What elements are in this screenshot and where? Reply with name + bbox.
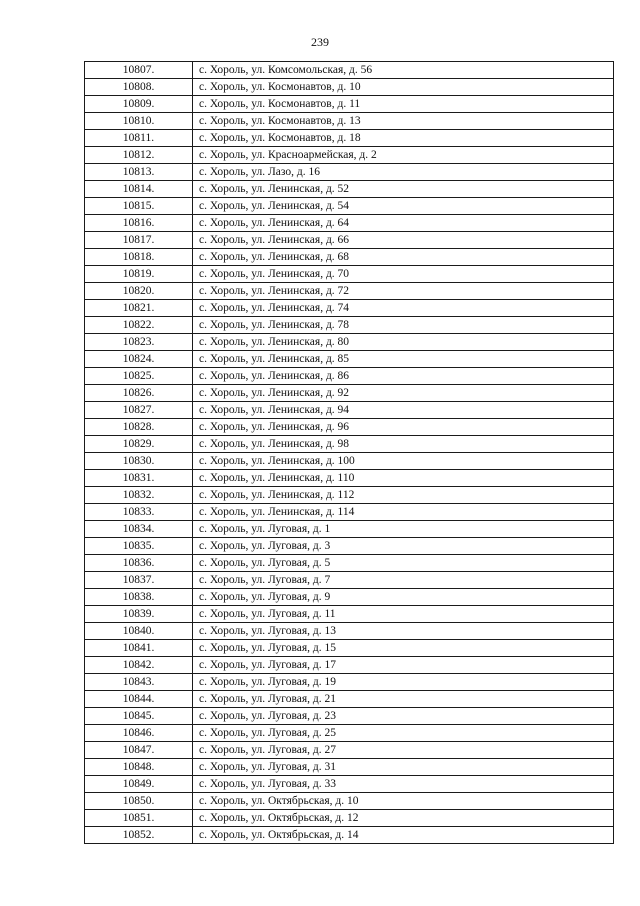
address-cell: с. Хороль, ул. Луговая, д. 33 bbox=[193, 776, 614, 793]
table-row bbox=[85, 130, 614, 147]
record-number-cell: 10843. bbox=[85, 674, 193, 691]
table-row bbox=[85, 555, 614, 572]
address-cell: с. Хороль, ул. Луговая, д. 11 bbox=[193, 606, 614, 623]
address-cell: с. Хороль, ул. Ленинская, д. 70 bbox=[193, 266, 614, 283]
record-number-cell: 10842. bbox=[85, 657, 193, 674]
record-number-cell: 10822. bbox=[85, 317, 193, 334]
address-cell: с. Хороль, ул. Ленинская, д. 68 bbox=[193, 249, 614, 266]
record-number-cell: 10844. bbox=[85, 691, 193, 708]
table-row bbox=[85, 181, 614, 198]
address-cell: с. Хороль, ул. Космонавтов, д. 10 bbox=[193, 79, 614, 96]
address-registry-body bbox=[85, 62, 614, 844]
table-row bbox=[85, 402, 614, 419]
record-number-cell: 10828. bbox=[85, 419, 193, 436]
record-number-cell: 10845. bbox=[85, 708, 193, 725]
address-cell: с. Хороль, ул. Октябрьская, д. 10 bbox=[193, 793, 614, 810]
table-row bbox=[85, 215, 614, 232]
table-row bbox=[85, 249, 614, 266]
record-number-cell: 10818. bbox=[85, 249, 193, 266]
address-cell: с. Хороль, ул. Ленинская, д. 96 bbox=[193, 419, 614, 436]
table-row bbox=[85, 300, 614, 317]
address-cell: с. Хороль, ул. Лазо, д. 16 bbox=[193, 164, 614, 181]
table-row bbox=[85, 198, 614, 215]
record-number-cell: 10815. bbox=[85, 198, 193, 215]
address-cell: с. Хороль, ул. Ленинская, д. 85 bbox=[193, 351, 614, 368]
address-cell: с. Хороль, ул. Ленинская, д. 66 bbox=[193, 232, 614, 249]
page-number: 239 bbox=[311, 35, 329, 49]
record-number-cell: 10819. bbox=[85, 266, 193, 283]
record-number-cell: 10832. bbox=[85, 487, 193, 504]
address-cell: с. Хороль, ул. Луговая, д. 21 bbox=[193, 691, 614, 708]
record-number-cell: 10837. bbox=[85, 572, 193, 589]
address-cell: с. Хороль, ул. Луговая, д. 17 bbox=[193, 657, 614, 674]
table-row bbox=[85, 96, 614, 113]
address-cell: с. Хороль, ул. Ленинская, д. 114 bbox=[193, 504, 614, 521]
address-cell: с. Хороль, ул. Ленинская, д. 72 bbox=[193, 283, 614, 300]
address-cell: с. Хороль, ул. Ленинская, д. 74 bbox=[193, 300, 614, 317]
record-number-cell: 10813. bbox=[85, 164, 193, 181]
table-row bbox=[85, 810, 614, 827]
record-number-cell: 10823. bbox=[85, 334, 193, 351]
table-row bbox=[85, 334, 614, 351]
table-row bbox=[85, 368, 614, 385]
address-cell: с. Хороль, ул. Ленинская, д. 94 bbox=[193, 402, 614, 419]
table-row bbox=[85, 827, 614, 844]
address-cell: с. Хороль, ул. Ленинская, д. 52 bbox=[193, 181, 614, 198]
record-number-cell: 10850. bbox=[85, 793, 193, 810]
record-number-cell: 10816. bbox=[85, 215, 193, 232]
record-number-cell: 10810. bbox=[85, 113, 193, 130]
address-cell: с. Хороль, ул. Луговая, д. 15 bbox=[193, 640, 614, 657]
table-row bbox=[85, 759, 614, 776]
record-number-cell: 10849. bbox=[85, 776, 193, 793]
table-row bbox=[85, 164, 614, 181]
table-row bbox=[85, 657, 614, 674]
table-row bbox=[85, 266, 614, 283]
table-row bbox=[85, 79, 614, 96]
table-row bbox=[85, 606, 614, 623]
address-cell: с. Хороль, ул. Красноармейская, д. 2 bbox=[193, 147, 614, 164]
table-row bbox=[85, 487, 614, 504]
address-cell: с. Хороль, ул. Ленинская, д. 80 bbox=[193, 334, 614, 351]
record-number-cell: 10831. bbox=[85, 470, 193, 487]
address-cell: с. Хороль, ул. Ленинская, д. 110 bbox=[193, 470, 614, 487]
record-number-cell: 10830. bbox=[85, 453, 193, 470]
table-row bbox=[85, 793, 614, 810]
record-number-cell: 10846. bbox=[85, 725, 193, 742]
address-cell: с. Хороль, ул. Космонавтов, д. 13 bbox=[193, 113, 614, 130]
record-number-cell: 10812. bbox=[85, 147, 193, 164]
record-number-cell: 10852. bbox=[85, 827, 193, 844]
address-cell: с. Хороль, ул. Ленинская, д. 98 bbox=[193, 436, 614, 453]
table-row bbox=[85, 776, 614, 793]
table-row bbox=[85, 640, 614, 657]
record-number-cell: 10848. bbox=[85, 759, 193, 776]
table-row bbox=[85, 436, 614, 453]
table-row bbox=[85, 385, 614, 402]
record-number-cell: 10808. bbox=[85, 79, 193, 96]
table-row bbox=[85, 504, 614, 521]
table-row bbox=[85, 419, 614, 436]
table-row bbox=[85, 725, 614, 742]
table-row bbox=[85, 521, 614, 538]
address-cell: с. Хороль, ул. Луговая, д. 27 bbox=[193, 742, 614, 759]
address-cell: с. Хороль, ул. Луговая, д. 31 bbox=[193, 759, 614, 776]
record-number-cell: 10807. bbox=[85, 62, 193, 79]
address-cell: с. Хороль, ул. Ленинская, д. 64 bbox=[193, 215, 614, 232]
record-number-cell: 10824. bbox=[85, 351, 193, 368]
address-cell: с. Хороль, ул. Луговая, д. 19 bbox=[193, 674, 614, 691]
record-number-cell: 10811. bbox=[85, 130, 193, 147]
address-registry-table bbox=[84, 61, 614, 844]
address-cell: с. Хороль, ул. Ленинская, д. 78 bbox=[193, 317, 614, 334]
table-row bbox=[85, 674, 614, 691]
record-number-cell: 10841. bbox=[85, 640, 193, 657]
record-number-cell: 10847. bbox=[85, 742, 193, 759]
address-cell: с. Хороль, ул. Космонавтов, д. 18 bbox=[193, 130, 614, 147]
table-row bbox=[85, 317, 614, 334]
table-row bbox=[85, 538, 614, 555]
table-row bbox=[85, 283, 614, 300]
address-cell: с. Хороль, ул. Луговая, д. 23 bbox=[193, 708, 614, 725]
address-cell: с. Хороль, ул. Луговая, д. 9 bbox=[193, 589, 614, 606]
table-row bbox=[85, 589, 614, 606]
record-number-cell: 10825. bbox=[85, 368, 193, 385]
table-row bbox=[85, 623, 614, 640]
record-number-cell: 10826. bbox=[85, 385, 193, 402]
record-number-cell: 10840. bbox=[85, 623, 193, 640]
address-cell: с. Хороль, ул. Ленинская, д. 86 bbox=[193, 368, 614, 385]
table-row bbox=[85, 62, 614, 79]
address-cell: с. Хороль, ул. Октябрьская, д. 12 bbox=[193, 810, 614, 827]
table-row bbox=[85, 572, 614, 589]
table-row bbox=[85, 453, 614, 470]
address-cell: с. Хороль, ул. Ленинская, д. 92 bbox=[193, 385, 614, 402]
address-cell: с. Хороль, ул. Луговая, д. 1 bbox=[193, 521, 614, 538]
record-number-cell: 10834. bbox=[85, 521, 193, 538]
address-cell: с. Хороль, ул. Луговая, д. 3 bbox=[193, 538, 614, 555]
record-number-cell: 10809. bbox=[85, 96, 193, 113]
record-number-cell: 10851. bbox=[85, 810, 193, 827]
table-row bbox=[85, 113, 614, 130]
table-row bbox=[85, 147, 614, 164]
address-cell: с. Хороль, ул. Луговая, д. 25 bbox=[193, 725, 614, 742]
address-cell: с. Хороль, ул. Луговая, д. 5 bbox=[193, 555, 614, 572]
table-row bbox=[85, 691, 614, 708]
address-cell: с. Хороль, ул. Ленинская, д. 54 bbox=[193, 198, 614, 215]
table-row bbox=[85, 470, 614, 487]
record-number-cell: 10833. bbox=[85, 504, 193, 521]
address-cell: с. Хороль, ул. Луговая, д. 7 bbox=[193, 572, 614, 589]
record-number-cell: 10821. bbox=[85, 300, 193, 317]
record-number-cell: 10835. bbox=[85, 538, 193, 555]
record-number-cell: 10814. bbox=[85, 181, 193, 198]
record-number-cell: 10836. bbox=[85, 555, 193, 572]
record-number-cell: 10820. bbox=[85, 283, 193, 300]
record-number-cell: 10839. bbox=[85, 606, 193, 623]
table-row bbox=[85, 232, 614, 249]
address-cell: с. Хороль, ул. Комсомольская, д. 56 bbox=[193, 62, 614, 79]
record-number-cell: 10827. bbox=[85, 402, 193, 419]
address-cell: с. Хороль, ул. Октябрьская, д. 14 bbox=[193, 827, 614, 844]
address-cell: с. Хороль, ул. Луговая, д. 13 bbox=[193, 623, 614, 640]
record-number-cell: 10838. bbox=[85, 589, 193, 606]
address-cell: с. Хороль, ул. Космонавтов, д. 11 bbox=[193, 96, 614, 113]
table-row bbox=[85, 708, 614, 725]
address-cell: с. Хороль, ул. Ленинская, д. 112 bbox=[193, 487, 614, 504]
record-number-cell: 10817. bbox=[85, 232, 193, 249]
table-row bbox=[85, 351, 614, 368]
address-cell: с. Хороль, ул. Ленинская, д. 100 bbox=[193, 453, 614, 470]
record-number-cell: 10829. bbox=[85, 436, 193, 453]
table-row bbox=[85, 742, 614, 759]
